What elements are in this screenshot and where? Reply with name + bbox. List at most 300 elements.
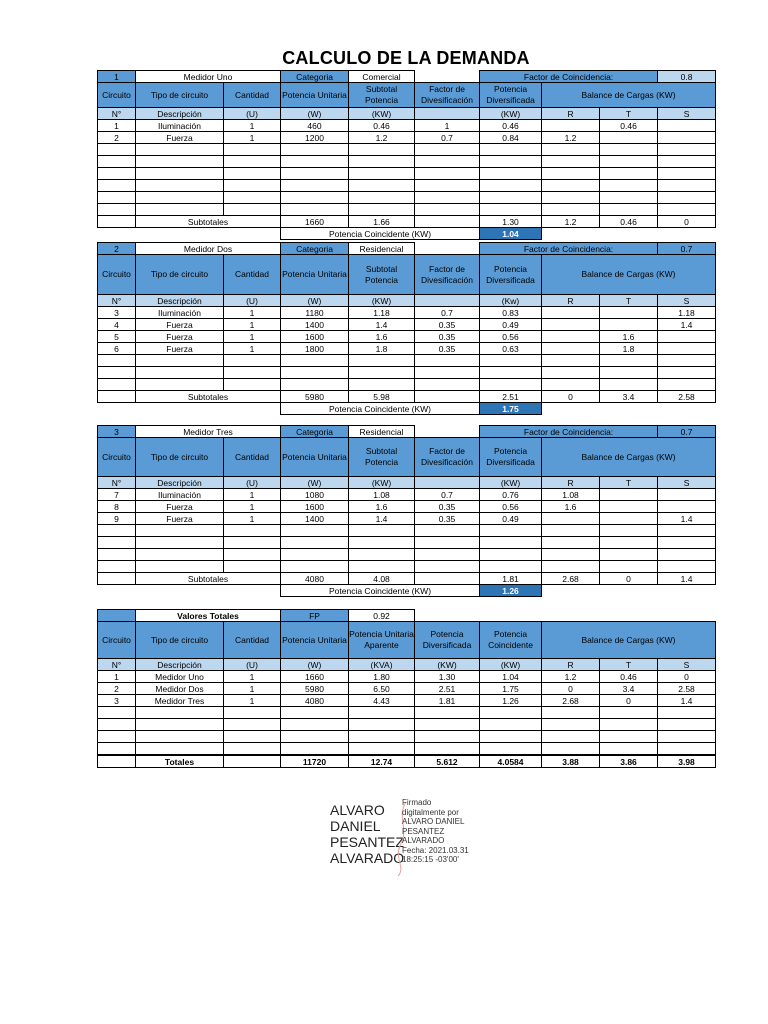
category-value: Comercial bbox=[349, 71, 415, 83]
cell-description bbox=[136, 561, 224, 573]
fp-value: 0.92 bbox=[349, 610, 415, 622]
cell-quantity: 1 bbox=[224, 695, 281, 707]
unit-t: T bbox=[600, 295, 658, 307]
cell-quantity bbox=[224, 731, 281, 743]
cell-number bbox=[98, 156, 136, 168]
total-r: 3.88 bbox=[542, 755, 600, 768]
cell-r bbox=[542, 367, 600, 379]
table-row bbox=[98, 307, 716, 319]
unit-desc: Descripción bbox=[136, 108, 224, 120]
total-potencia-aparente: 12.74 bbox=[349, 755, 415, 768]
cell-unit-power bbox=[281, 144, 349, 156]
cell-quantity: 1 bbox=[224, 307, 281, 319]
cell-subtotal bbox=[349, 743, 415, 756]
cell-factor: 0.35 bbox=[415, 331, 480, 343]
header-potencia-unitaria: Potencia Unitaria bbox=[281, 83, 349, 108]
cell-subtotal: 1.6 bbox=[349, 501, 415, 513]
header-cantidad: Cantidad bbox=[224, 622, 281, 659]
cell-t bbox=[600, 319, 658, 331]
cell-subtotal: 0.46 bbox=[349, 120, 415, 132]
empty-row bbox=[98, 355, 716, 367]
cell-r bbox=[542, 343, 600, 355]
cell-diversified: 0.56 bbox=[480, 331, 542, 343]
cell-diversified bbox=[480, 379, 542, 391]
unit-kw-div: (Kw) bbox=[480, 295, 542, 307]
cell-number: 1 bbox=[98, 120, 136, 132]
cell-number bbox=[98, 379, 136, 391]
signer-name-line: PESANTEZ bbox=[330, 834, 404, 850]
cell-number bbox=[98, 168, 136, 180]
cell-subtotal: 1.2 bbox=[349, 132, 415, 144]
cell-description bbox=[136, 204, 224, 216]
cell-diversified: 0.83 bbox=[480, 307, 542, 319]
cell-subtotal bbox=[349, 379, 415, 391]
cell-quantity: 1 bbox=[224, 513, 281, 525]
cell-description bbox=[136, 719, 224, 731]
total-potencia-unitaria: 11720 bbox=[281, 755, 349, 768]
coincident-power-value: 1.04 bbox=[480, 228, 542, 240]
cell-number bbox=[98, 731, 136, 743]
signer-name-line: ALVARADO bbox=[330, 850, 405, 866]
cell-description: Fuerza bbox=[136, 501, 224, 513]
unit-s: S bbox=[658, 295, 716, 307]
subtotal-potencia: 5.98 bbox=[349, 391, 415, 403]
empty-row bbox=[98, 719, 716, 731]
cell-quantity: 1 bbox=[224, 671, 281, 683]
unit-kw-coin: (KW) bbox=[480, 659, 542, 671]
cell-description: Fuerza bbox=[136, 513, 224, 525]
cell-unit-power bbox=[281, 204, 349, 216]
unit-empty bbox=[415, 295, 480, 307]
header-factor-div: Factor de Divesificación bbox=[415, 255, 480, 295]
cell-factor bbox=[415, 168, 480, 180]
cell-r bbox=[542, 379, 600, 391]
cell-s: 1.4 bbox=[658, 513, 716, 525]
cell-t bbox=[600, 525, 658, 537]
empty-row bbox=[98, 707, 716, 719]
cell-number bbox=[98, 549, 136, 561]
cell-number bbox=[98, 144, 136, 156]
cell-s: 0 bbox=[658, 671, 716, 683]
subtotal-r: 1.2 bbox=[542, 216, 600, 228]
cell-r bbox=[542, 355, 600, 367]
cell-diversified bbox=[480, 743, 542, 756]
cell-factor: 0.35 bbox=[415, 319, 480, 331]
header-circuito: Circuito bbox=[98, 622, 136, 659]
cell-subtotal bbox=[349, 355, 415, 367]
table-row bbox=[98, 683, 716, 695]
cell-s bbox=[658, 355, 716, 367]
unit-n: N° bbox=[98, 477, 136, 489]
cell-quantity bbox=[224, 379, 281, 391]
cell-t bbox=[600, 561, 658, 573]
cell-unit-power bbox=[281, 379, 349, 391]
cell-unit-power bbox=[281, 549, 349, 561]
cell-t: 0 bbox=[600, 695, 658, 707]
cell-s bbox=[658, 168, 716, 180]
subtotal-r: 0 bbox=[542, 391, 600, 403]
cell-t bbox=[600, 144, 658, 156]
cell-diversified bbox=[480, 355, 542, 367]
subtotal-potencia-div: 1.30 bbox=[480, 216, 542, 228]
signer-name-line: ALVARO bbox=[330, 802, 385, 818]
signature-detail-line: Fecha: 2021.03.31 bbox=[402, 845, 469, 855]
cell-unit-power bbox=[281, 561, 349, 573]
table-row bbox=[98, 671, 716, 683]
cell-factor: 2.51 bbox=[415, 683, 480, 695]
cell-unit-power bbox=[281, 743, 349, 756]
cell-description: Medidor Uno bbox=[136, 671, 224, 683]
category-label: Categoria bbox=[281, 426, 349, 438]
cell-s bbox=[658, 537, 716, 549]
cell-s: 1.18 bbox=[658, 307, 716, 319]
header-balance: Balance de Cargas (KW) bbox=[542, 83, 716, 108]
cell-diversified bbox=[480, 180, 542, 192]
cell-factor bbox=[415, 180, 480, 192]
cell-unit-power bbox=[281, 537, 349, 549]
cell-number bbox=[98, 561, 136, 573]
cell-diversified bbox=[480, 192, 542, 204]
cell-s: 1.4 bbox=[658, 319, 716, 331]
cell-s bbox=[658, 331, 716, 343]
unit-t: T bbox=[600, 477, 658, 489]
cell-factor: 1 bbox=[415, 120, 480, 132]
cell-t bbox=[600, 489, 658, 501]
cell-number: 8 bbox=[98, 501, 136, 513]
cell-r bbox=[542, 525, 600, 537]
cell-diversified bbox=[480, 561, 542, 573]
cell-t bbox=[600, 707, 658, 719]
subtotal-s: 2.58 bbox=[658, 391, 716, 403]
cell-s: 1.4 bbox=[658, 695, 716, 707]
cell-description bbox=[136, 731, 224, 743]
cell-subtotal bbox=[349, 156, 415, 168]
cell-description bbox=[136, 537, 224, 549]
empty-row bbox=[98, 525, 716, 537]
cell-r bbox=[542, 168, 600, 180]
cell-subtotal bbox=[349, 204, 415, 216]
cell-subtotal: 1.6 bbox=[349, 331, 415, 343]
cell-description bbox=[136, 192, 224, 204]
cell-s bbox=[658, 501, 716, 513]
header-tipo: Tipo de circuito bbox=[136, 622, 224, 659]
cell-description: Iluminación bbox=[136, 120, 224, 132]
cell-diversified: 0.63 bbox=[480, 343, 542, 355]
cell-r bbox=[542, 180, 600, 192]
cell-description: Iluminación bbox=[136, 489, 224, 501]
cell-quantity bbox=[224, 168, 281, 180]
cell-factor bbox=[415, 144, 480, 156]
subtotal-potencia: 1.66 bbox=[349, 216, 415, 228]
coincident-power-label: Potencia Coincidente (KW) bbox=[281, 403, 480, 415]
cell-diversified bbox=[480, 549, 542, 561]
cell-quantity bbox=[224, 743, 281, 756]
totals-table bbox=[97, 609, 716, 768]
cell-t bbox=[600, 204, 658, 216]
cell-quantity bbox=[224, 561, 281, 573]
cell-quantity bbox=[224, 144, 281, 156]
empty-row bbox=[98, 743, 716, 756]
table-row bbox=[98, 319, 716, 331]
unit-u: (U) bbox=[224, 477, 281, 489]
empty-row bbox=[98, 192, 716, 204]
table-row bbox=[98, 501, 716, 513]
cell-r bbox=[542, 707, 600, 719]
cell-r: 1.2 bbox=[542, 132, 600, 144]
cell-factor bbox=[415, 561, 480, 573]
cell-diversified bbox=[480, 156, 542, 168]
coincidence-factor-label: Factor de Coincidencia: bbox=[480, 426, 658, 438]
cell-unit-power: 5980 bbox=[281, 683, 349, 695]
cell-factor bbox=[415, 719, 480, 731]
header-subtotal-potencia: Subtotal Potencia bbox=[349, 438, 415, 477]
cell-unit-power: 1800 bbox=[281, 343, 349, 355]
cell-factor: 1.81 bbox=[415, 695, 480, 707]
cell-r: 0 bbox=[542, 683, 600, 695]
cell-r: 1.08 bbox=[542, 489, 600, 501]
cell-diversified: 0.49 bbox=[480, 513, 542, 525]
meter-number: 1 bbox=[98, 71, 136, 83]
cell-t bbox=[600, 180, 658, 192]
cell-number bbox=[98, 719, 136, 731]
cell-description: Medidor Dos bbox=[136, 683, 224, 695]
subtotals-label: Subtotales bbox=[136, 216, 281, 228]
meter-number: 3 bbox=[98, 426, 136, 438]
unit-n: N° bbox=[98, 108, 136, 120]
unit-kw: (KW) bbox=[349, 295, 415, 307]
cell-description bbox=[136, 180, 224, 192]
cell-description bbox=[136, 156, 224, 168]
signature-detail-line: PESANTEZ bbox=[402, 826, 445, 836]
cell-s bbox=[658, 144, 716, 156]
meter-number: 2 bbox=[98, 243, 136, 255]
unit-u: (U) bbox=[224, 108, 281, 120]
signature-detail-line: ALVARADO bbox=[402, 836, 445, 845]
fp-label: FP bbox=[281, 610, 349, 622]
cell-quantity bbox=[224, 156, 281, 168]
subtotal-potencia: 4.08 bbox=[349, 573, 415, 585]
coincidence-factor-label: Factor de Coincidencia: bbox=[480, 71, 658, 83]
cell-subtotal: 6.50 bbox=[349, 683, 415, 695]
cell-subtotal bbox=[349, 561, 415, 573]
subtotal-t: 3.4 bbox=[600, 391, 658, 403]
cell-subtotal bbox=[349, 144, 415, 156]
unit-u: (U) bbox=[224, 659, 281, 671]
cell-unit-power: 1080 bbox=[281, 489, 349, 501]
cell-number bbox=[98, 743, 136, 756]
cell-description bbox=[136, 168, 224, 180]
cell-unit-power bbox=[281, 168, 349, 180]
unit-w: (W) bbox=[281, 295, 349, 307]
cell-s bbox=[658, 343, 716, 355]
cell-quantity bbox=[224, 719, 281, 731]
total-potencia-coincidente: 4.0584 bbox=[480, 755, 542, 768]
cell-diversified: 0.76 bbox=[480, 489, 542, 501]
empty-row bbox=[98, 180, 716, 192]
cell-factor bbox=[415, 192, 480, 204]
cell-unit-power bbox=[281, 525, 349, 537]
cell-diversified bbox=[480, 367, 542, 379]
category-label: Categoria bbox=[281, 243, 349, 255]
unit-s: S bbox=[658, 659, 716, 671]
cell-subtotal: 1.4 bbox=[349, 319, 415, 331]
header-potencia-unitaria: Potencia Unitaria bbox=[281, 622, 349, 659]
cell-description bbox=[136, 144, 224, 156]
empty-row bbox=[98, 549, 716, 561]
cell-r bbox=[542, 307, 600, 319]
cell-number: 3 bbox=[98, 307, 136, 319]
cell-diversified bbox=[480, 168, 542, 180]
cell-s bbox=[658, 731, 716, 743]
cell-quantity: 1 bbox=[224, 343, 281, 355]
cell-quantity: 1 bbox=[224, 331, 281, 343]
total-t: 3.86 bbox=[600, 755, 658, 768]
cell-quantity bbox=[224, 549, 281, 561]
cell-description: Fuerza bbox=[136, 132, 224, 144]
signature-detail-line: Firmado bbox=[402, 798, 432, 807]
header-potencia-div: Potencia Diversificada bbox=[480, 255, 542, 295]
cell-r bbox=[542, 513, 600, 525]
cell-s bbox=[658, 743, 716, 756]
empty-row bbox=[98, 168, 716, 180]
coincident-power-label: Potencia Coincidente (KW) bbox=[281, 585, 480, 597]
cell-quantity bbox=[224, 525, 281, 537]
cell-t bbox=[600, 731, 658, 743]
cell-s bbox=[658, 525, 716, 537]
cell-factor bbox=[415, 549, 480, 561]
cell-unit-power bbox=[281, 719, 349, 731]
header-cantidad: Cantidad bbox=[224, 438, 281, 477]
header-tipo: Tipo de circuito bbox=[136, 255, 224, 295]
unit-w: (W) bbox=[281, 477, 349, 489]
cell-r bbox=[542, 319, 600, 331]
empty-row bbox=[98, 731, 716, 743]
cell-subtotal: 1.80 bbox=[349, 671, 415, 683]
cell-subtotal bbox=[349, 525, 415, 537]
cell-unit-power: 1660 bbox=[281, 671, 349, 683]
header-subtotal-potencia: Subtotal Potencia bbox=[349, 83, 415, 108]
cell-subtotal: 1.18 bbox=[349, 307, 415, 319]
header-balance: Balance de Cargas (KW) bbox=[542, 255, 716, 295]
cell-quantity bbox=[224, 537, 281, 549]
cell-diversified: 0.56 bbox=[480, 501, 542, 513]
coincidence-factor-value: 0.7 bbox=[658, 243, 716, 255]
cell-factor: 0.35 bbox=[415, 513, 480, 525]
subtotal-potencia-div: 2.51 bbox=[480, 391, 542, 403]
cell-subtotal: 1.08 bbox=[349, 489, 415, 501]
cell-s bbox=[658, 707, 716, 719]
unit-w: (W) bbox=[281, 108, 349, 120]
cell-description: Fuerza bbox=[136, 319, 224, 331]
page-title: CALCULO DE LA DEMANDA bbox=[282, 48, 530, 68]
header-potencia-unitaria: Potencia Unitaria bbox=[281, 255, 349, 295]
unit-r: R bbox=[542, 477, 600, 489]
unit-empty bbox=[415, 108, 480, 120]
unit-r: R bbox=[542, 108, 600, 120]
unit-r: R bbox=[542, 295, 600, 307]
cell-t: 3.4 bbox=[600, 683, 658, 695]
unit-kw-div: (KW) bbox=[480, 477, 542, 489]
empty-row bbox=[98, 367, 716, 379]
cell-quantity bbox=[224, 367, 281, 379]
cell-factor: 1.30 bbox=[415, 671, 480, 683]
cell-description: Medidor Tres bbox=[136, 695, 224, 707]
header-cantidad: Cantidad bbox=[224, 255, 281, 295]
cell-t bbox=[600, 132, 658, 144]
cell-r bbox=[542, 537, 600, 549]
cell-number bbox=[98, 355, 136, 367]
cell-description bbox=[136, 549, 224, 561]
cell-number bbox=[98, 204, 136, 216]
header-factor-div: Factor de Divesificación bbox=[415, 438, 480, 477]
cell-r bbox=[542, 743, 600, 756]
unit-kva: (KVA) bbox=[349, 659, 415, 671]
cell-unit-power: 4080 bbox=[281, 695, 349, 707]
empty-row bbox=[98, 204, 716, 216]
cell-unit-power: 1400 bbox=[281, 319, 349, 331]
cell-t bbox=[600, 537, 658, 549]
coincident-power-value: 1.26 bbox=[480, 585, 542, 597]
cell-s bbox=[658, 489, 716, 501]
cell-unit-power: 1400 bbox=[281, 513, 349, 525]
cell-number bbox=[98, 180, 136, 192]
subtotal-t: 0.46 bbox=[600, 216, 658, 228]
cell-diversified bbox=[480, 707, 542, 719]
cell-number bbox=[98, 367, 136, 379]
header-potencia-div: Potencia Diversificada bbox=[480, 83, 542, 108]
header-tipo: Tipo de circuito bbox=[136, 438, 224, 477]
cell-description bbox=[136, 525, 224, 537]
signature-detail-line: 18:25:15 -03'00' bbox=[402, 855, 459, 864]
cell-subtotal bbox=[349, 168, 415, 180]
cell-quantity bbox=[224, 355, 281, 367]
cell-unit-power bbox=[281, 156, 349, 168]
signer-name-line: DANIEL bbox=[330, 818, 381, 834]
cell-diversified: 1.75 bbox=[480, 683, 542, 695]
subtotal-s: 0 bbox=[658, 216, 716, 228]
empty-row bbox=[98, 144, 716, 156]
cell-subtotal: 1.8 bbox=[349, 343, 415, 355]
coincidence-factor-value: 0.8 bbox=[658, 71, 716, 83]
cell-number: 9 bbox=[98, 513, 136, 525]
cell-unit-power bbox=[281, 192, 349, 204]
cell-t: 0.46 bbox=[600, 671, 658, 683]
unit-kw: (KW) bbox=[349, 477, 415, 489]
cell-s bbox=[658, 132, 716, 144]
cell-r bbox=[542, 719, 600, 731]
table-row bbox=[98, 695, 716, 707]
cell-subtotal: 1.4 bbox=[349, 513, 415, 525]
header-potencia-aparente: Potencia Unitaria Aparente bbox=[349, 622, 415, 659]
unit-w: (W) bbox=[281, 659, 349, 671]
cell-s bbox=[658, 156, 716, 168]
cell-t bbox=[600, 501, 658, 513]
cell-unit-power: 1600 bbox=[281, 501, 349, 513]
cell-number bbox=[98, 525, 136, 537]
cell-factor: 0.7 bbox=[415, 489, 480, 501]
cell-subtotal: 4.43 bbox=[349, 695, 415, 707]
cell-subtotal bbox=[349, 192, 415, 204]
unit-r: R bbox=[542, 659, 600, 671]
total-potencia-div: 5.612 bbox=[415, 755, 480, 768]
cell-factor: 0.7 bbox=[415, 132, 480, 144]
unit-kw-div: (KW) bbox=[480, 108, 542, 120]
unit-desc: Descripción bbox=[136, 477, 224, 489]
unit-t: T bbox=[600, 108, 658, 120]
cell-diversified bbox=[480, 731, 542, 743]
cell-s bbox=[658, 561, 716, 573]
totals-title: Valores Totales bbox=[136, 610, 281, 622]
